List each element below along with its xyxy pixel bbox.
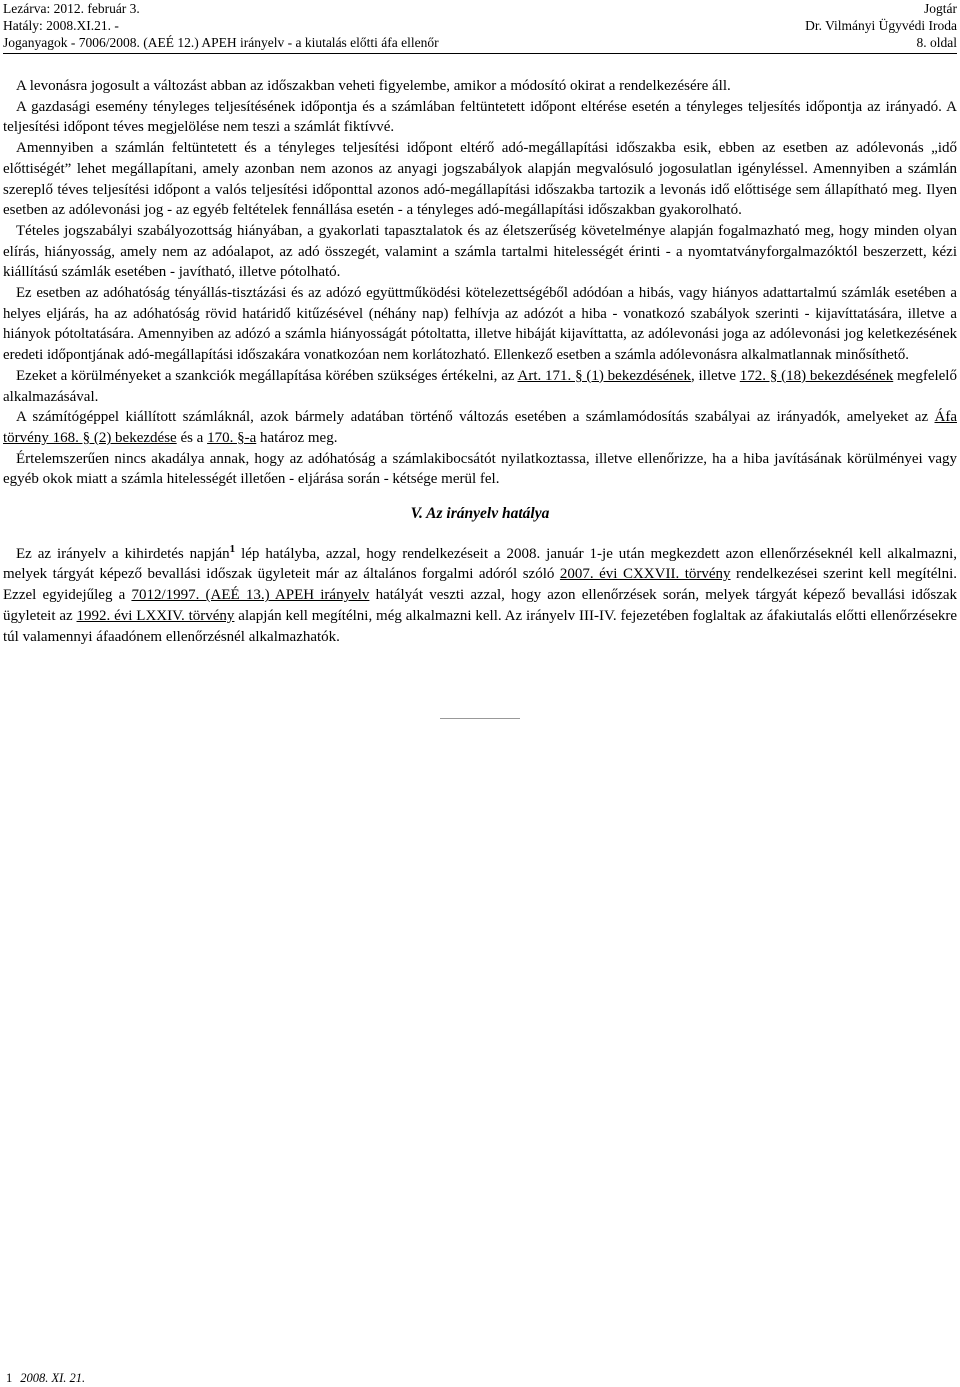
paragraph-text: Ez az irányelv a kihirdetés napján [16, 545, 230, 562]
paragraph: A gazdasági esemény tényleges teljesítésének időpontja és a számlában feltüntetett időpont eltérése esetén a tényleges teljesítés időpontja az irányadó. A teljesítési időpont téves megjelölése nem teszi a számlát fiktívvé. [3, 98, 957, 136]
document-body [3, 76, 957, 647]
footnote-reference[interactable]: 1 [229, 542, 236, 555]
law-link-art-172[interactable]: 172. § (18) bekezdésének [739, 367, 894, 384]
footnote-number: 1 [6, 1371, 13, 1385]
paragraph-text: lép hatályba, azzal, hogy rendelkezéseit a 2008. január 1-je után megkezdett azon ellenőrzéseknél kell alkalmazni, melyek tárgyát képező bevallási időszak ügyleteit már az általános forgalmi adóról szóló [3, 545, 957, 583]
paragraph-text: hatályát veszti azzal, hogy azon ellenőrzések során, melyek tárgyát képező bevallási időszak ügyleteit az [3, 587, 958, 624]
paragraph: Amennyiben a számlán feltüntetett és a tényleges teljesítési időpont eltérő adó-megállapítási időszakba esik, ebben az esetben az adólevonás „idő előttiségét” lehet megállapítani, amely azonban nem azonos az anyagi jogszabályok alapján megvalósuló jogosulatlan igényléssel. Amennyiben a számlán szereplő téves teljesítési időpont a valós teljesítési időponttal azonos adó-megállapítási időszakba tartozik a levonás idő előttisége sem állapítható meg. Ilyen esetben az adólevonási jog - az egyéb feltételek fennállása esetén - a tényleges adó-megállapítási időszakban gyakorolható. [3, 140, 957, 219]
paragraph-text: megfelelő alkalmazásával. [3, 367, 957, 405]
paragraph-text: Ezeket a körülményeket a szankciók megállapítása körében szükséges értékelni, az [16, 367, 518, 384]
paragraph: Értelemszerűen nincs akadálya annak, hogy az adóhatóság a számlakibocsátót nyilatkoztassa, illetve ellenőrizze, ha a hiba javításának körülményei vagy egyéb okok miatt a számla hitelességét illetően - eljárása során - kétsége merül fel. [3, 450, 957, 488]
paragraph-text: A számítógéppel kiállított számláknál, azok bármely adatában történő változás esetében a számlamódosítás szabályai az irányadók, amelyeket az [16, 409, 935, 426]
paragraph-text: , illetve [690, 367, 740, 384]
paragraph [3, 539, 957, 648]
paragraph: Tételes jogszabályi szabályozottság hiányában, a gyakorlati tapasztalatok és az életszerűség követelménye alapján fogalmazható meg, hogy minden olyan elírás, hiányosság, amely nem az adóalapot, az adó összegét, valamint a számla tartalmi hitelességét érinti - a nyomtatványforgalmazóktól beszerzett, kézi kiállítású számlák esetében - javítható, illetve pótolható. [3, 222, 957, 281]
header-page-number: 8. oldal [916, 35, 957, 50]
header-left [3, 0, 439, 51]
header-divider [3, 53, 957, 54]
header-effective-date: Hatály: 2008.XI.21. - [3, 18, 119, 33]
paragraph: Ez esetben az adóhatóság tényállás-tisztázási és az adózó együttműködési kötelezettségéből adódóan a hibás, vagy hiányos adattartalmú számlák esetében a helyes eljárás, ha az adóhatóság rövid határidő kitűzésével (néhány nap) felhívja az adózót a hiba - vonatkozó szabályok szerinti - kijavíttatására, illetve a hiányok pótoltatására. Amennyiben az adózó a számla hiányosságát pótoltatta, illetve hibáját kijavíttatta, az adólevonási joga az adólevonási jog keletkezésének eredeti időpontjának adó-megállapítási időszakára vonatkozóan nem korlátozható. Ellenkező esetben a számla adólevonásra alkalmatlannak minősíthető. [3, 285, 957, 364]
paragraph-text: rendelkezései szerint kell megítélni. Ezzel egyidejűleg a [3, 566, 958, 604]
header-closed-date: Lezárva: 2012. február 3. [3, 1, 140, 16]
law-link-art-171[interactable]: Art. 171. § (1) bekezdésének [517, 367, 691, 384]
law-link-7012-1997[interactable]: 7012/1997. (AEÉ 13.) APEH irányelv [131, 587, 370, 604]
footnote [6, 1371, 85, 1386]
header-document-title: Joganyagok - 7006/2008. (AEÉ 12.) APEH irányelv - a kiutalás előtti áfa ellenőr [3, 35, 439, 50]
header-publisher: Jogtár [924, 1, 957, 16]
paragraph-text: és a [176, 429, 208, 446]
end-separator [440, 718, 520, 719]
law-link-afa-168[interactable]: Áfa törvény 168. § (2) bekezdése [3, 409, 957, 446]
header-right [805, 0, 957, 51]
law-link-1992-lxxiv[interactable]: 1992. évi LXXIV. törvény [76, 607, 235, 624]
paragraph-text: alapján kell megítélni, még alkalmazni kell. Az irányelv III-IV. fejezetében foglaltak az áfakiutalás előtti ellenőrzésekre túl valamennyi áfaadónem ellenőrzésnél alkalmazhatók. [3, 607, 957, 645]
footnote-text: 2008. XI. 21. [20, 1371, 86, 1385]
paragraph [3, 366, 957, 407]
law-link-afa-170[interactable]: 170. §-a [207, 429, 257, 446]
law-link-2007-cxxvii[interactable]: 2007. évi CXXVII. törvény [559, 566, 731, 583]
paragraph: A levonásra jogosult a változást abban az időszakban veheti figyelembe, amikor a módosító okirat a rendelkezésére áll. [16, 78, 731, 94]
paragraph [3, 407, 957, 448]
section-title: V. Az irányelv hatálya [410, 505, 550, 523]
page-header [3, 0, 957, 52]
paragraph-text: határoz meg. [256, 429, 338, 446]
header-firm: Dr. Vilmányi Ügyvédi Iroda [805, 18, 957, 33]
